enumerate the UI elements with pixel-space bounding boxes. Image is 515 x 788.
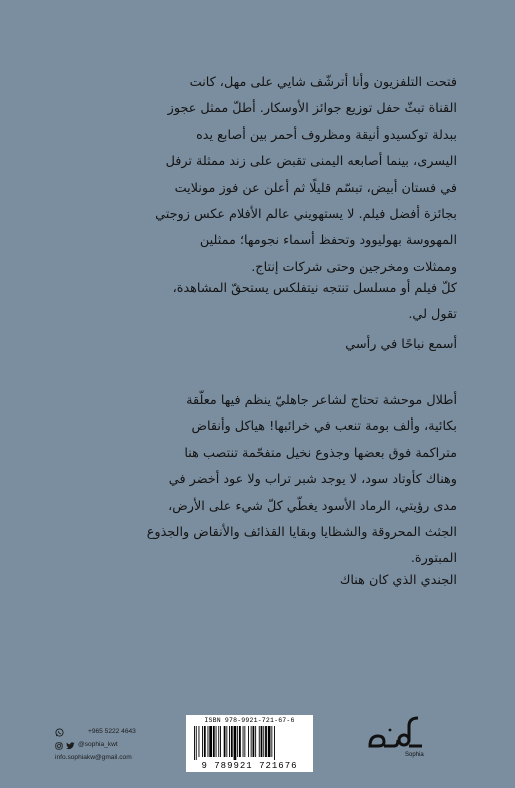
barcode-bar bbox=[224, 726, 226, 757]
text-line: بكائية، وألف بومة تنعب في خرائبها! هياكل وأنقاض bbox=[191, 419, 457, 435]
isbn-barcode bbox=[186, 715, 313, 772]
text-line: القناة تبثّ حفل توزيع جوائز الأوسكار. أطلّ ممثل عجوز bbox=[167, 101, 457, 117]
barcode-bar bbox=[274, 726, 275, 760]
text-line: في فستان أبيض، تبسّم قليلًا ثم أعلن عن فوز مونلايت bbox=[174, 180, 457, 196]
phone-number[interactable]: +965 5222 4643 bbox=[88, 728, 136, 736]
text-line: الجثث المحروقة والشظايا وبقايا القذائف والأنقاض والجذوع bbox=[146, 525, 457, 541]
isbn-label: ISBN 978-9921-721-67-6 bbox=[204, 717, 295, 724]
text-line: المبتورة. bbox=[410, 551, 457, 567]
story-title-1: أسمع نباحًا في رأسي bbox=[345, 337, 457, 352]
barcode-bar bbox=[248, 726, 249, 757]
barcode-bar bbox=[209, 726, 212, 757]
publisher-logo bbox=[366, 712, 426, 772]
twitter-icon bbox=[66, 742, 75, 750]
barcode-bar bbox=[255, 726, 256, 757]
barcode-bar bbox=[271, 726, 272, 757]
text-line: مدى رؤيتي، الرماد الأسود يغطّي كلّ شيء على الأرض، bbox=[168, 498, 457, 514]
barcode-bar bbox=[229, 726, 230, 757]
whatsapp-icon bbox=[55, 728, 64, 737]
barcode-bar bbox=[216, 726, 217, 757]
barcode-bar bbox=[234, 726, 237, 760]
barcode-bar bbox=[220, 726, 221, 757]
blurb-paragraph-3 bbox=[49, 388, 457, 573]
text-line: وهناك كأوتاد سود، لا يوجد شبر تراب ولا عود أخضر في bbox=[168, 472, 457, 488]
barcode-digits: 9 789921 721676 bbox=[201, 761, 298, 771]
text-line: متراكمة فوق بعضها وجذوع نخيل متفحّمة تنتصب هنا bbox=[184, 445, 457, 461]
text-line: المهووسة بهوليوود وتحفظ أسماء نجومها؛ ممثلين bbox=[199, 233, 457, 249]
barcode-bar bbox=[251, 726, 252, 757]
barcode-bar bbox=[259, 726, 260, 757]
barcode-bar bbox=[243, 726, 244, 757]
barcode-bar bbox=[202, 726, 203, 757]
barcode-bar bbox=[199, 726, 200, 757]
barcode-bar bbox=[231, 726, 233, 757]
text-line: تقول لي. bbox=[408, 307, 457, 323]
text-line: أطلال موحشة تحتاج لشاعر جاهليّ ينظم فيها معلّقة bbox=[186, 393, 457, 408]
blurb-paragraph-1 bbox=[49, 70, 457, 281]
blurb-paragraph-2 bbox=[49, 276, 457, 329]
barcode-bar bbox=[253, 726, 255, 757]
barcode-bar bbox=[196, 726, 197, 760]
text-line: اليسرى، بينما أصابعه اليمنى تقبض على زند ممثلة ترفل bbox=[165, 154, 457, 170]
barcode-bar bbox=[268, 726, 271, 757]
barcode-bar bbox=[261, 726, 263, 757]
text-line: فتحت التلفزيون وأنا أترشّف شايي على مهل، كانت bbox=[189, 75, 457, 90]
barcode-bar bbox=[226, 726, 227, 757]
barcode-bar bbox=[237, 726, 238, 757]
barcode-bar bbox=[194, 726, 195, 760]
text-line: ببدلة توكسيدو أنيقة ومظروف أحمر بين أصابع يده bbox=[196, 127, 457, 143]
story-title-2: الجندي الذي كان هناك bbox=[339, 573, 457, 588]
barcode-bar bbox=[213, 726, 215, 757]
barcode-bar bbox=[265, 726, 267, 757]
barcode-bar bbox=[204, 726, 206, 757]
publisher-contacts bbox=[55, 726, 136, 765]
barcode-bar bbox=[239, 726, 241, 757]
barcode-bar bbox=[263, 726, 264, 757]
barcode-bar bbox=[208, 726, 209, 757]
text-line: وممثلات ومخرجين وحتى شركات إنتاج. bbox=[251, 259, 457, 275]
publisher-logo-sub: Sophia bbox=[405, 752, 424, 758]
social-row bbox=[55, 739, 136, 752]
email-row bbox=[55, 752, 136, 765]
instagram-icon bbox=[55, 742, 63, 750]
email-address[interactable]: info.sophiakw@gmail.com bbox=[55, 754, 132, 762]
barcode-bar bbox=[244, 726, 245, 757]
phone-row bbox=[55, 726, 136, 739]
barcode-bars bbox=[192, 726, 307, 760]
text-line: بجائزة أفضل فيلم. لا يستهويني عالم الأفلام عكس زوجتي bbox=[155, 207, 457, 223]
social-handle[interactable]: @sophia_kwt bbox=[78, 741, 118, 749]
barcode-bar bbox=[218, 726, 219, 757]
text-line: كلّ فيلم أو مسلسل تنتجه نيتفلكس يستحقّ المشاهدة، bbox=[172, 281, 457, 296]
